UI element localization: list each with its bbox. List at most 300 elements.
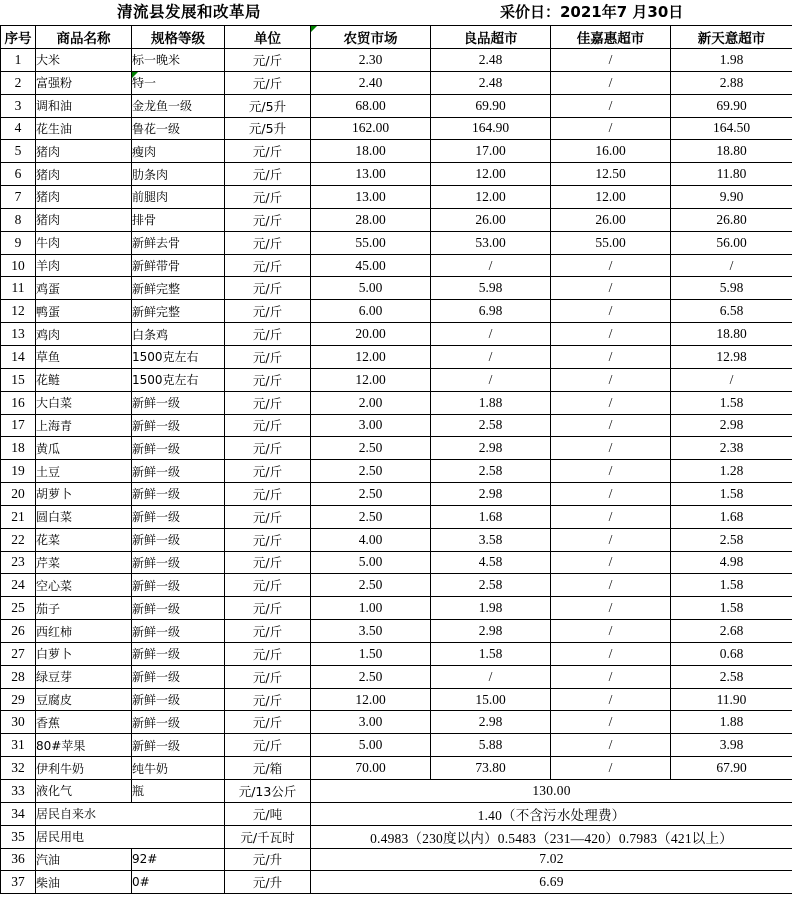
cell-price-jiajiahui: 12.00 [551, 186, 671, 209]
cell-price-liangpin: 17.00 [431, 140, 551, 163]
cell-serial: 9 [1, 231, 36, 254]
cell-price-farmers-market: 13.00 [311, 186, 431, 209]
table-row [1, 734, 792, 757]
cell-serial: 18 [1, 437, 36, 460]
cell-spec-grade: 新鲜完整 [132, 300, 225, 323]
price-table [0, 25, 792, 894]
cell-price-jiajiahui: / [551, 71, 671, 94]
cell-spec-grade: 金龙鱼一级 [132, 94, 225, 117]
cell-spec-grade: 新鲜一级 [132, 414, 225, 437]
header-row [1, 26, 792, 49]
cell-product-name: 猪肉 [36, 208, 132, 231]
cell-product-name: 居民用电 [36, 825, 225, 848]
cell-price-xintianyi: / [671, 254, 792, 277]
cell-spec-grade: 1500克左右 [132, 345, 225, 368]
cell-product-name: 白萝卜 [36, 642, 132, 665]
table-row [1, 186, 792, 209]
cell-price-xintianyi: 2.98 [671, 414, 792, 437]
cell-price-xintianyi: 1.68 [671, 505, 792, 528]
cell-price-liangpin: / [431, 345, 551, 368]
cell-price-xintianyi: 6.58 [671, 300, 792, 323]
cell-product-name: 伊利牛奶 [36, 757, 132, 780]
cell-price-farmers-market: 68.00 [311, 94, 431, 117]
cell-price-farmers-market: 2.50 [311, 505, 431, 528]
cell-product-name: 羊肉 [36, 254, 132, 277]
cell-serial: 2 [1, 71, 36, 94]
cell-price-jiajiahui: / [551, 345, 671, 368]
table-row [1, 254, 792, 277]
cell-unit: 元/斤 [225, 437, 311, 460]
cell-product-name: 黄瓜 [36, 437, 132, 460]
col-header-liangpin-supermarket: 良品超市 [431, 26, 551, 49]
cell-price-jiajiahui: / [551, 277, 671, 300]
cell-price-farmers-market: 1.50 [311, 642, 431, 665]
cell-price-xintianyi: 67.90 [671, 757, 792, 780]
cell-serial: 14 [1, 345, 36, 368]
cell-product-name: 空心菜 [36, 574, 132, 597]
cell-unit: 元/斤 [225, 345, 311, 368]
cell-spec-grade: 新鲜一级 [132, 460, 225, 483]
table-row [1, 345, 792, 368]
cell-price-farmers-market: 2.50 [311, 437, 431, 460]
cell-price-jiajiahui: / [551, 94, 671, 117]
cell-spec-grade: 新鲜一级 [132, 620, 225, 643]
cell-spec-grade: 1500克左右 [132, 368, 225, 391]
cell-product-name: 鸡肉 [36, 323, 132, 346]
cell-price-liangpin: 26.00 [431, 208, 551, 231]
cell-price-jiajiahui: / [551, 734, 671, 757]
table-row [1, 802, 792, 825]
cell-price-liangpin: 4.58 [431, 551, 551, 574]
cell-price-liangpin: 69.90 [431, 94, 551, 117]
cell-spec-grade: 新鲜去骨 [132, 231, 225, 254]
table-row [1, 414, 792, 437]
cell-product-name: 绿豆芽 [36, 665, 132, 688]
cell-price-xintianyi: 2.88 [671, 71, 792, 94]
cell-spec-grade: 排骨 [132, 208, 225, 231]
cell-spec-grade: 瘦肉 [132, 140, 225, 163]
cell-price-xintianyi: 1.58 [671, 483, 792, 506]
cell-unit: 元/13公斤 [225, 780, 311, 803]
cell-price-jiajiahui: / [551, 300, 671, 323]
cell-price-farmers-market: 2.50 [311, 460, 431, 483]
cell-product-name: 花鲢 [36, 368, 132, 391]
cell-product-name: 大米 [36, 49, 132, 72]
cell-price-xintianyi: 3.98 [671, 734, 792, 757]
cell-unit: 元/5升 [225, 94, 311, 117]
cell-price-jiajiahui: / [551, 711, 671, 734]
cell-serial: 3 [1, 94, 36, 117]
table-row [1, 597, 792, 620]
cell-price-xintianyi: 18.80 [671, 140, 792, 163]
cell-product-name: 草鱼 [36, 345, 132, 368]
cell-product-name: 芹菜 [36, 551, 132, 574]
cell-serial: 6 [1, 163, 36, 186]
cell-price-farmers-market: 12.00 [311, 345, 431, 368]
cell-spec-grade: 鲁花一级 [132, 117, 225, 140]
cell-price-liangpin: / [431, 368, 551, 391]
cell-price-jiajiahui: / [551, 574, 671, 597]
cell-unit: 元/斤 [225, 208, 311, 231]
cell-price-jiajiahui: / [551, 49, 671, 72]
table-row [1, 871, 792, 894]
cell-price-xintianyi: 1.98 [671, 49, 792, 72]
cell-price-jiajiahui: / [551, 437, 671, 460]
cell-spec-grade: 新鲜一级 [132, 505, 225, 528]
cell-price-jiajiahui: 26.00 [551, 208, 671, 231]
table-row [1, 277, 792, 300]
cell-serial: 27 [1, 642, 36, 665]
cell-unit: 元/斤 [225, 140, 311, 163]
cell-spec-grade: 前腿肉 [132, 186, 225, 209]
survey-date: 采价日：2021年7 月30日 [500, 3, 684, 21]
cell-merged-price: 1.40（不含污水处理费） [311, 802, 792, 825]
cell-serial: 5 [1, 140, 36, 163]
cell-unit: 元/斤 [225, 414, 311, 437]
cell-unit: 元/斤 [225, 574, 311, 597]
cell-serial: 37 [1, 871, 36, 894]
cell-price-xintianyi: 26.80 [671, 208, 792, 231]
table-row [1, 574, 792, 597]
cell-serial: 33 [1, 780, 36, 803]
cell-unit: 元/斤 [225, 391, 311, 414]
cell-serial: 23 [1, 551, 36, 574]
table-row [1, 49, 792, 72]
cell-unit: 元/斤 [225, 71, 311, 94]
cell-serial: 17 [1, 414, 36, 437]
cell-price-xintianyi: 1.58 [671, 597, 792, 620]
table-row [1, 665, 792, 688]
cell-price-liangpin: 2.58 [431, 574, 551, 597]
cell-spec-grade: 标一晚米 [132, 49, 225, 72]
cell-unit: 元/斤 [225, 528, 311, 551]
cell-serial: 35 [1, 825, 36, 848]
cell-price-xintianyi: 11.90 [671, 688, 792, 711]
cell-price-liangpin: 2.58 [431, 414, 551, 437]
cell-price-farmers-market: 5.00 [311, 551, 431, 574]
cell-product-name: 土豆 [36, 460, 132, 483]
table-body [1, 49, 792, 894]
cell-unit: 元/斤 [225, 688, 311, 711]
cell-price-jiajiahui: / [551, 414, 671, 437]
cell-price-jiajiahui: 16.00 [551, 140, 671, 163]
cell-price-xintianyi: 5.98 [671, 277, 792, 300]
cell-price-farmers-market: 3.50 [311, 620, 431, 643]
cell-product-name: 上海青 [36, 414, 132, 437]
cell-unit: 元/斤 [225, 620, 311, 643]
table-row [1, 528, 792, 551]
cell-price-liangpin: / [431, 254, 551, 277]
cell-spec-grade: 肋条肉 [132, 163, 225, 186]
cell-unit: 元/升 [225, 871, 311, 894]
cell-product-name: 猪肉 [36, 140, 132, 163]
table-header [1, 26, 792, 49]
page-header [0, 0, 792, 25]
cell-price-liangpin: / [431, 665, 551, 688]
cell-price-xintianyi: 4.98 [671, 551, 792, 574]
cell-unit: 元/斤 [225, 642, 311, 665]
cell-price-liangpin: 3.58 [431, 528, 551, 551]
cell-serial: 10 [1, 254, 36, 277]
cell-product-name: 汽油 [36, 848, 132, 871]
cell-spec-grade: 新鲜一级 [132, 483, 225, 506]
col-header-spec-grade: 规格等级 [132, 26, 225, 49]
cell-price-xintianyi: 11.80 [671, 163, 792, 186]
cell-price-liangpin: / [431, 323, 551, 346]
cell-price-xintianyi: 2.38 [671, 437, 792, 460]
cell-serial: 22 [1, 528, 36, 551]
cell-product-name: 液化气 [36, 780, 132, 803]
cell-spec-grade: 新鲜一级 [132, 551, 225, 574]
col-header-jiajiahui-supermarket: 佳嘉惠超市 [551, 26, 671, 49]
cell-serial: 12 [1, 300, 36, 323]
cell-price-jiajiahui: / [551, 688, 671, 711]
cell-price-farmers-market: 2.50 [311, 665, 431, 688]
table-row [1, 94, 792, 117]
cell-price-farmers-market: 28.00 [311, 208, 431, 231]
cell-product-name: 居民自来水 [36, 802, 225, 825]
cell-price-jiajiahui: 55.00 [551, 231, 671, 254]
cell-price-farmers-market: 70.00 [311, 757, 431, 780]
cell-price-farmers-market: 55.00 [311, 231, 431, 254]
cell-price-farmers-market: 5.00 [311, 277, 431, 300]
cell-price-xintianyi: 2.58 [671, 665, 792, 688]
cell-price-xintianyi: 69.90 [671, 94, 792, 117]
table-row [1, 71, 792, 94]
cell-product-name: 香蕉 [36, 711, 132, 734]
cell-serial: 25 [1, 597, 36, 620]
cell-product-name: 圆白菜 [36, 505, 132, 528]
col-header-product-name: 商品名称 [36, 26, 132, 49]
cell-price-farmers-market: 162.00 [311, 117, 431, 140]
cell-price-jiajiahui: / [551, 391, 671, 414]
table-row [1, 368, 792, 391]
cell-serial: 32 [1, 757, 36, 780]
cell-price-liangpin: 73.80 [431, 757, 551, 780]
cell-spec-grade: 特一 [132, 71, 225, 94]
cell-price-liangpin: 2.98 [431, 483, 551, 506]
cell-price-jiajiahui: / [551, 460, 671, 483]
cell-spec-grade: 新鲜一级 [132, 688, 225, 711]
cell-unit: 元/5升 [225, 117, 311, 140]
table-row [1, 460, 792, 483]
cell-price-farmers-market: 6.00 [311, 300, 431, 323]
cell-spec-grade: 92# [132, 848, 225, 871]
cell-product-name: 牛肉 [36, 231, 132, 254]
cell-price-jiajiahui: / [551, 505, 671, 528]
cell-serial: 16 [1, 391, 36, 414]
table-row [1, 231, 792, 254]
table-row [1, 757, 792, 780]
cell-price-jiajiahui: / [551, 117, 671, 140]
cell-price-liangpin: 1.68 [431, 505, 551, 528]
cell-price-xintianyi: 2.68 [671, 620, 792, 643]
cell-serial: 20 [1, 483, 36, 506]
cell-price-xintianyi: 1.58 [671, 574, 792, 597]
cell-serial: 1 [1, 49, 36, 72]
cell-price-farmers-market: 13.00 [311, 163, 431, 186]
cell-serial: 4 [1, 117, 36, 140]
cell-price-jiajiahui: / [551, 551, 671, 574]
cell-merged-price: 0.4983（230度以内）0.5483（231—420）0.7983（421以上） [311, 825, 792, 848]
table-row [1, 848, 792, 871]
comment-flag-icon [311, 26, 317, 32]
cell-price-farmers-market: 3.00 [311, 711, 431, 734]
table-row [1, 163, 792, 186]
cell-spec-grade: 新鲜一级 [132, 711, 225, 734]
cell-price-liangpin: 5.98 [431, 277, 551, 300]
table-row [1, 825, 792, 848]
cell-price-liangpin: 2.48 [431, 49, 551, 72]
cell-price-xintianyi: 9.90 [671, 186, 792, 209]
cell-price-farmers-market: 18.00 [311, 140, 431, 163]
cell-price-jiajiahui: / [551, 528, 671, 551]
cell-price-liangpin: 2.98 [431, 620, 551, 643]
cell-product-name: 花生油 [36, 117, 132, 140]
cell-unit: 元/斤 [225, 368, 311, 391]
cell-price-xintianyi: 164.50 [671, 117, 792, 140]
table-row [1, 117, 792, 140]
cell-serial: 34 [1, 802, 36, 825]
cell-unit: 元/斤 [225, 665, 311, 688]
cell-unit: 元/斤 [225, 711, 311, 734]
cell-unit: 元/斤 [225, 186, 311, 209]
cell-spec-grade: 新鲜一级 [132, 437, 225, 460]
col-header-xintianyi-supermarket: 新天意超市 [671, 26, 792, 49]
cell-unit: 元/斤 [225, 49, 311, 72]
table-row [1, 323, 792, 346]
cell-unit: 元/斤 [225, 597, 311, 620]
cell-serial: 30 [1, 711, 36, 734]
cell-price-xintianyi: 1.58 [671, 391, 792, 414]
cell-price-liangpin: 5.88 [431, 734, 551, 757]
cell-price-farmers-market: 2.40 [311, 71, 431, 94]
cell-unit: 元/吨 [225, 802, 311, 825]
cell-price-liangpin: 2.98 [431, 711, 551, 734]
table-row [1, 391, 792, 414]
cell-unit: 元/升 [225, 848, 311, 871]
col-header-farmers-market: 农贸市场 [311, 26, 431, 49]
table-row [1, 688, 792, 711]
cell-product-name: 花菜 [36, 528, 132, 551]
cell-product-name: 茄子 [36, 597, 132, 620]
comment-flag-icon [132, 72, 138, 78]
table-row [1, 711, 792, 734]
cell-price-farmers-market: 4.00 [311, 528, 431, 551]
cell-price-xintianyi: 1.88 [671, 711, 792, 734]
cell-price-jiajiahui: / [551, 597, 671, 620]
cell-serial: 21 [1, 505, 36, 528]
table-row [1, 140, 792, 163]
cell-unit: 元/斤 [225, 483, 311, 506]
cell-product-name: 富强粉 [36, 71, 132, 94]
cell-serial: 11 [1, 277, 36, 300]
cell-price-farmers-market: 45.00 [311, 254, 431, 277]
cell-price-jiajiahui: / [551, 620, 671, 643]
cell-merged-price: 7.02 [311, 848, 792, 871]
cell-unit: 元/斤 [225, 551, 311, 574]
cell-spec-grade: 白条鸡 [132, 323, 225, 346]
cell-price-farmers-market: 20.00 [311, 323, 431, 346]
cell-price-liangpin: 53.00 [431, 231, 551, 254]
table-row [1, 505, 792, 528]
table-row [1, 437, 792, 460]
cell-price-xintianyi: 1.28 [671, 460, 792, 483]
cell-serial: 31 [1, 734, 36, 757]
cell-unit: 元/斤 [225, 505, 311, 528]
cell-spec-grade: 新鲜完整 [132, 277, 225, 300]
col-header-serial: 序号 [1, 26, 36, 49]
col-header-unit: 单位 [225, 26, 311, 49]
cell-spec-grade: 瓶 [132, 780, 225, 803]
cell-serial: 13 [1, 323, 36, 346]
cell-serial: 8 [1, 208, 36, 231]
cell-price-farmers-market: 12.00 [311, 368, 431, 391]
cell-price-farmers-market: 1.00 [311, 597, 431, 620]
cell-price-jiajiahui: / [551, 254, 671, 277]
cell-price-jiajiahui: / [551, 642, 671, 665]
cell-product-name: 80#苹果 [36, 734, 132, 757]
cell-unit: 元/斤 [225, 231, 311, 254]
cell-unit: 元/斤 [225, 277, 311, 300]
cell-price-farmers-market: 5.00 [311, 734, 431, 757]
cell-price-xintianyi: 0.68 [671, 642, 792, 665]
cell-price-liangpin: 12.00 [431, 186, 551, 209]
cell-unit: 元/斤 [225, 254, 311, 277]
cell-product-name: 西红柿 [36, 620, 132, 643]
cell-price-jiajiahui: / [551, 665, 671, 688]
cell-price-liangpin: 2.98 [431, 437, 551, 460]
cell-serial: 29 [1, 688, 36, 711]
cell-spec-grade: 新鲜一级 [132, 734, 225, 757]
cell-unit: 元/斤 [225, 163, 311, 186]
cell-price-liangpin: 12.00 [431, 163, 551, 186]
cell-serial: 28 [1, 665, 36, 688]
cell-price-liangpin: 1.98 [431, 597, 551, 620]
cell-product-name: 柴油 [36, 871, 132, 894]
table-row [1, 551, 792, 574]
cell-price-liangpin: 6.98 [431, 300, 551, 323]
cell-price-farmers-market: 2.50 [311, 483, 431, 506]
cell-product-name: 大白菜 [36, 391, 132, 414]
cell-price-liangpin: 164.90 [431, 117, 551, 140]
cell-price-farmers-market: 12.00 [311, 688, 431, 711]
cell-unit: 元/斤 [225, 460, 311, 483]
cell-product-name: 鸭蛋 [36, 300, 132, 323]
cell-spec-grade: 0# [132, 871, 225, 894]
cell-unit: 元/千瓦时 [225, 825, 311, 848]
cell-spec-grade: 新鲜一级 [132, 528, 225, 551]
cell-price-jiajiahui: / [551, 368, 671, 391]
cell-product-name: 鸡蛋 [36, 277, 132, 300]
cell-price-farmers-market: 2.00 [311, 391, 431, 414]
cell-unit: 元/斤 [225, 300, 311, 323]
table-row [1, 483, 792, 506]
cell-price-liangpin: 1.88 [431, 391, 551, 414]
cell-spec-grade: 新鲜一级 [132, 597, 225, 620]
cell-price-farmers-market: 2.30 [311, 49, 431, 72]
cell-price-xintianyi: 56.00 [671, 231, 792, 254]
table-row [1, 780, 792, 803]
cell-price-jiajiahui: 12.50 [551, 163, 671, 186]
cell-serial: 19 [1, 460, 36, 483]
cell-serial: 24 [1, 574, 36, 597]
cell-price-liangpin: 2.58 [431, 460, 551, 483]
table-row [1, 208, 792, 231]
cell-unit: 元/斤 [225, 323, 311, 346]
cell-spec-grade: 新鲜一级 [132, 642, 225, 665]
cell-price-xintianyi: / [671, 368, 792, 391]
